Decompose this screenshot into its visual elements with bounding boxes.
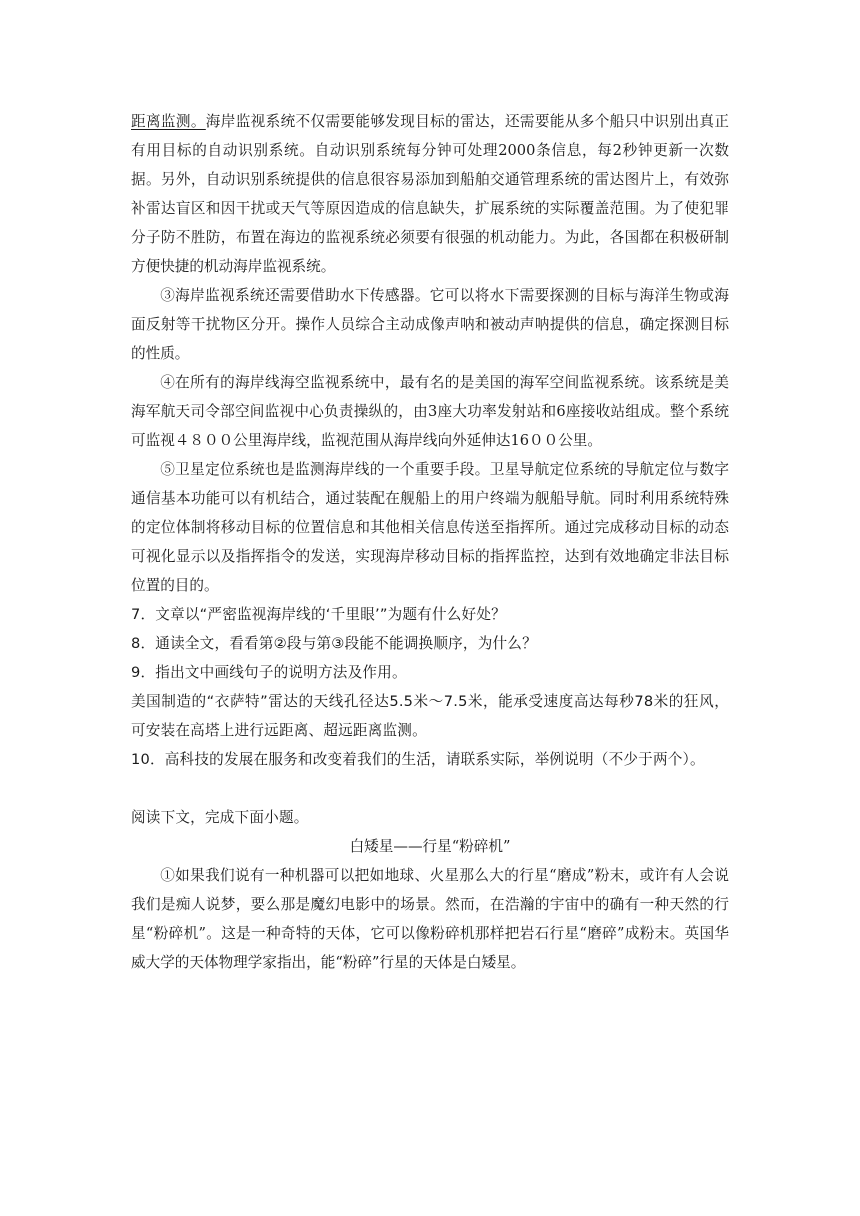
article-paragraph-1: ①如果我们说有一种机器可以把如地球、火星那么大的行星“磨成”粉末，或许有人会说我们是痴人说梦，要么那是魔幻电影中的场景。然而，在浩瀚的宇宙中的确有一种天然的行星“粉碎机”。这是一种奇特的天体，它可以像粉碎机那样把岩石行星“磨碎”成粉末。英国华威大学的天体物理学家指出，能“粉碎”行星的天体是白矮星。 [131, 867, 729, 971]
question-9: 9．指出文中画线句子的说明方法及作用。 [131, 664, 407, 681]
spacer [131, 774, 729, 803]
article-title: 白矮星——行星“粉碎机” [349, 838, 511, 855]
question-9-sentence: 美国制造的“衣萨特”雷达的天线孔径达5.5米～7.5米，能承受速度高达每秒78米的狂风，可安装在高塔上进行远距离、超远距离监测。 [131, 693, 729, 739]
paragraph-2-text: 海岸监视系统不仅需要能够发现目标的雷达，还需要能从多个船只中识别出真正有用目标的自动识别系统。自动识别系统每分钟可处理2000条信息，每2秒钟更新一次数据。另外，自动识别系统提供的信息很容易添加到船舶交通管理系统的雷达图片上，有效弥补雷达盲区和因干扰或天气等原因造成的信息缺失，扩展系统的实际覆盖范围。为了使犯罪分子防不胜防，布置在海边的监视系统必须要有很强的机动能力。为此，各国都在积极研制方便快捷的机动海岸监视系统。 [131, 113, 729, 275]
paragraph-4: ④在所有的海岸线海空监视系统中，最有名的是美国的海军空间监视系统。该系统是美海军航天司令部空间监视中心负责操纵的，由3座大功率发射站和6座接收站组成。整个系统可监视４８００公里海岸线，监视范围从海岸线向外延伸达16００公里。 [131, 374, 729, 449]
question-8: 8．通读全文，看看第②段与第③段能不能调换顺序，为什么？ [131, 635, 537, 652]
underlined-sentence-end: 距离监测。 [131, 113, 206, 130]
paragraph-2-continued [131, 107, 729, 281]
paragraph-3: ③海岸监视系统还需要借助水下传感器。它可以将水下需要探测的目标与海洋生物或海面反射等干扰物区分开。操作人员综合主动成像声呐和被动声呐提供的信息，确定探测目标的性质。 [131, 287, 729, 362]
paragraph-5: ⑤卫星定位系统也是监测海岸线的一个重要手段。卫星导航定位系统的导航定位与数字通信基本功能可以有机结合，通过装配在舰船上的用户终端为舰船导航。同时利用系统特殊的定位体制将移动目标的位置信息和其他相关信息传送至指挥所。通过完成移动目标的动态可视化显示以及指挥指令的发送，实现海岸移动目标的指挥监控，达到有效地确定非法目标位置的目的。 [131, 461, 729, 594]
question-7: 7．文章以“严密监视海岸线的‘千里眼’”为题有什么好处？ [131, 606, 506, 623]
document-body [131, 107, 729, 977]
reading-instruction: 阅读下文，完成下面小题。 [131, 809, 309, 826]
question-10: 10．高科技的发展在服务和改变着我们的生活，请联系实际，举例说明（不少于两个）。 [131, 751, 705, 768]
